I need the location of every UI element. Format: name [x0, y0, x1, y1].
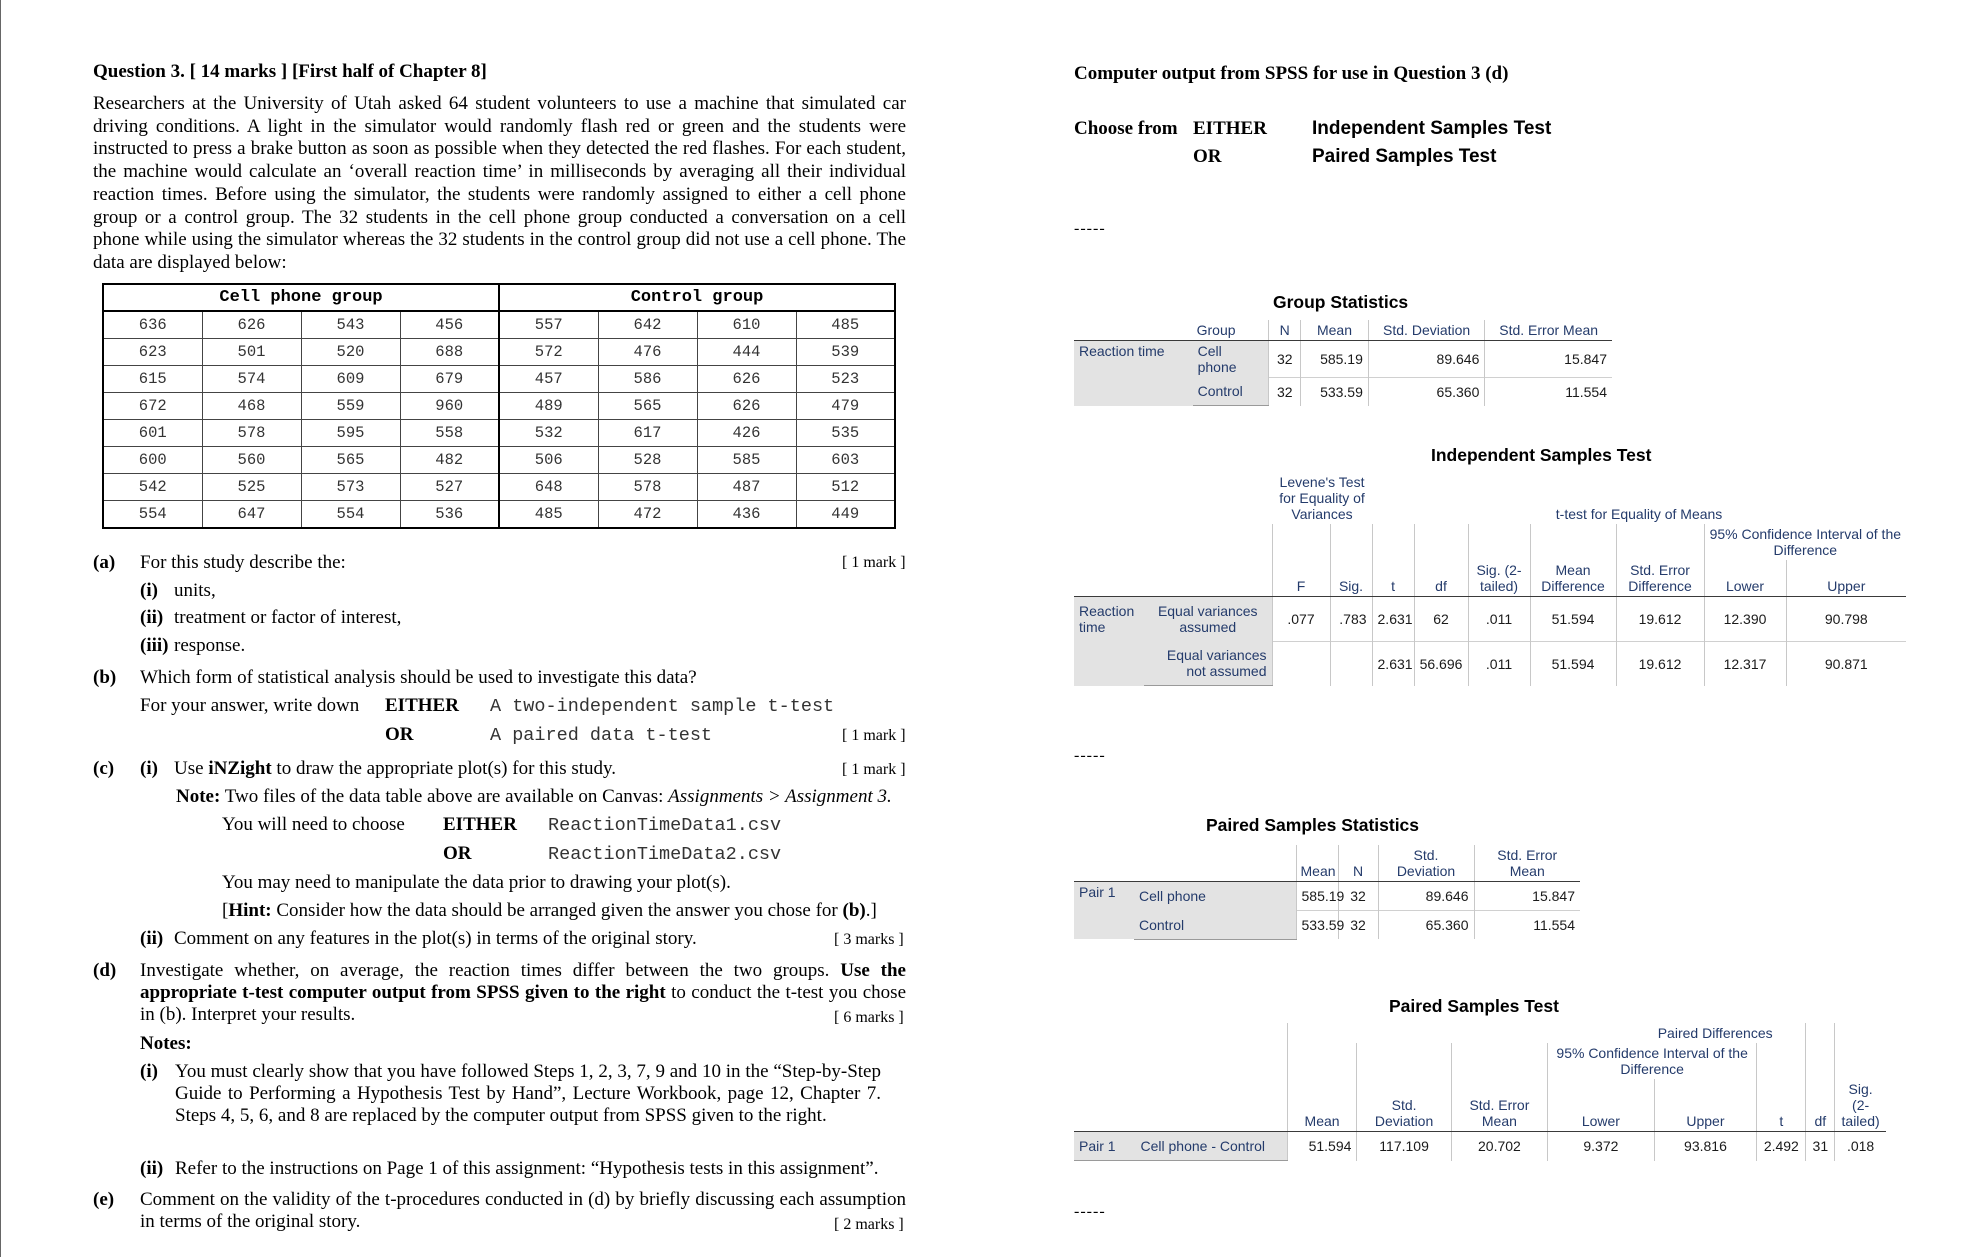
table-cell: 609: [301, 366, 400, 393]
ind-ci-header: 95% Confidence Interval of the Difference: [1704, 524, 1906, 560]
table-cell: 520: [301, 339, 400, 366]
table-cell: 573: [301, 474, 400, 501]
part-b-or: OR: [385, 724, 414, 745]
page-border: [0, 0, 1, 1257]
table-cell: 559: [301, 393, 400, 420]
table-cell: 456: [400, 311, 499, 339]
table-row: [103, 447, 895, 474]
ind-cell: 19.612: [1616, 641, 1704, 686]
ind-header: Std. Error Difference: [1616, 560, 1704, 597]
part-c-i-marks: [ 1 mark ]: [842, 761, 906, 778]
table-cell: 610: [697, 311, 796, 339]
paired-stats-title: Paired Samples Statistics: [1206, 815, 1420, 835]
part-c-i-text: Use iNZight to draw the appropriate plot(s) for this study.: [174, 758, 617, 779]
table-cell: 535: [796, 420, 895, 447]
table-cell: 525: [202, 474, 301, 501]
pt-header: Lower: [1548, 1079, 1655, 1132]
table-cell: 626: [697, 393, 796, 420]
paired-test-title: Paired Samples Test: [1389, 996, 1559, 1016]
pt-pair-label: Pair 1: [1074, 1132, 1136, 1161]
gs-row-group: Cell phone: [1193, 341, 1269, 378]
ind-cell: .011: [1468, 641, 1530, 686]
table-cell: 512: [796, 474, 895, 501]
table-cell: 444: [697, 339, 796, 366]
ps-cell: 65.360: [1378, 911, 1474, 940]
separator-1: -----: [1074, 220, 1106, 237]
part-e-text: Comment on the validity of the t-procedures conducted in (d) by briefly discussing each assumption in terms of the original story.: [140, 1189, 906, 1232]
table-cell: 565: [598, 393, 697, 420]
levene-header: Levene's Test for Equality of Variances: [1279, 474, 1365, 522]
table-cell: 536: [400, 501, 499, 529]
table-cell: 585: [697, 447, 796, 474]
ps-cell: 11.554: [1474, 911, 1580, 940]
gs-cell: 11.554: [1485, 377, 1612, 406]
pt-header: df: [1806, 1079, 1835, 1132]
ps-cell: 585.19: [1296, 882, 1338, 911]
table-cell: 528: [598, 447, 697, 474]
choose-option-independent: Independent Samples Test: [1312, 118, 1552, 139]
part-d-note1-text: You must clearly show that you have followed Steps 1, 2, 3, 7, 9 and 10 in the “Step-by-Step Guide to Performing a Hypothesis Test by Hand”, Lecture Workbook, page 12, Chapter 7. Steps 4, 5, 6, and 8 are replaced by the computer output from SPSS given to the right.: [175, 1061, 881, 1126]
table-cell: 527: [400, 474, 499, 501]
choose-option-paired: Paired Samples Test: [1312, 146, 1497, 167]
part-c-label: (c): [93, 758, 115, 779]
part-c-i-label: (i): [140, 758, 158, 779]
part-b-either: EITHER: [385, 695, 459, 716]
ind-variable-label: Reaction time: [1074, 597, 1144, 686]
ps-row-label: Control: [1134, 911, 1296, 940]
ps-header: Std. Error Mean: [1474, 845, 1580, 882]
ind-cell: [1330, 641, 1372, 686]
choose-from-label: Choose from: [1074, 118, 1178, 139]
table-row: [103, 311, 895, 339]
part-a-text: For this study describe the:: [140, 552, 346, 573]
table-cell: 482: [400, 447, 499, 474]
part-d-note2-label: (ii): [140, 1158, 164, 1179]
table-cell: 472: [598, 501, 697, 529]
part-b-label: (b): [93, 667, 117, 688]
table-cell: 506: [499, 447, 598, 474]
paired-test-table: [1074, 1023, 1886, 1161]
ind-cell: .077: [1272, 597, 1330, 642]
ps-cell: 32: [1338, 911, 1378, 940]
pt-header: Upper: [1654, 1079, 1757, 1132]
part-c-ii-text: Comment on any features in the plot(s) in terms of the original story.: [174, 928, 697, 949]
part-d-note1-label: (i): [140, 1061, 158, 1082]
part-c-either: EITHER: [443, 814, 517, 835]
table-cell: 485: [499, 501, 598, 529]
table-cell: 679: [400, 366, 499, 393]
table-row: [103, 474, 895, 501]
table-cell: 623: [103, 339, 202, 366]
pt-header: Sig. (2-tailed): [1835, 1079, 1886, 1132]
gs-cell: 65.360: [1368, 377, 1484, 406]
table-cell: 560: [202, 447, 301, 474]
ind-cell: 62: [1414, 597, 1468, 642]
part-a-label: (a): [93, 552, 116, 573]
question-intro: Researchers at the University of Utah asked 64 student volunteers to use a machine that simulated car driving conditions. A light in the simulator would randomly flash red or green and the students were instructed to press a brake button as soon as possible when they detected the red flashes. For each student, the machine would calculate an ‘overall reaction time’ in milliseconds by averaging all their individual reaction times. Before using the simulator, the students were randomly assigned to either a cell phone group or a control group. The 32 students in the cell phone group conducted a conversation on a cell phone while using the simulator whereas the 32 students in the control group did not use a cell phone. The data are displayed below:: [93, 93, 906, 273]
part-b-option2: A paired data t-test: [490, 725, 713, 746]
table-cell: 457: [499, 366, 598, 393]
table-cell: 586: [598, 366, 697, 393]
part-c-manipulate: You may need to manipulate the data prior to drawing your plot(s).: [222, 872, 731, 893]
ind-test-title: Independent Samples Test: [1431, 445, 1652, 465]
part-c-note: Note: Two files of the data table above are available on Canvas: Assignments > Assignment 3.: [176, 786, 892, 807]
table-row: [103, 339, 895, 366]
table-cell: 615: [103, 366, 202, 393]
table-cell: 636: [103, 311, 202, 339]
ind-cell: 51.594: [1530, 597, 1616, 642]
ind-header: Lower: [1704, 560, 1786, 597]
part-b-option1: A two-independent sample t-test: [490, 696, 835, 717]
part-a-iii-label: (iii): [140, 635, 169, 656]
gs-row-group: Control: [1193, 377, 1269, 406]
table-cell: 468: [202, 393, 301, 420]
ps-header: N: [1338, 845, 1378, 882]
pt-cell: 51.594: [1287, 1132, 1357, 1161]
ind-cell: 2.631: [1372, 641, 1414, 686]
table-cell: 539: [796, 339, 895, 366]
part-c-file2: ReactionTimeData2.csv: [548, 844, 782, 865]
ind-header: Mean Difference: [1530, 560, 1616, 597]
ps-header: Std. Deviation: [1378, 845, 1474, 882]
table-cell: 626: [202, 311, 301, 339]
part-a-marks: [ 1 mark ]: [842, 554, 906, 571]
ps-pair-label: Pair 1: [1074, 882, 1134, 940]
part-a-iii-text: response.: [174, 635, 246, 656]
pt-cell: 93.816: [1654, 1132, 1757, 1161]
part-c-ii-label: (ii): [140, 928, 164, 949]
table-cell: 523: [796, 366, 895, 393]
table-cell: 688: [400, 339, 499, 366]
ind-header: Sig.: [1330, 560, 1372, 597]
ind-cell: 56.696: [1414, 641, 1468, 686]
ps-cell: 32: [1338, 882, 1378, 911]
pt-header: Std. Deviation: [1357, 1079, 1451, 1132]
ind-row-label: Equal variances not assumed: [1144, 641, 1272, 686]
table-cell: 672: [103, 393, 202, 420]
table-cell: 449: [796, 501, 895, 529]
gs-header-sd: Std. Deviation: [1368, 320, 1484, 341]
ind-header: t: [1372, 560, 1414, 597]
ind-cell: 19.612: [1616, 597, 1704, 642]
table-cell: 436: [697, 501, 796, 529]
gs-cell: 585.19: [1301, 341, 1369, 378]
ps-header: Mean: [1296, 845, 1338, 882]
table-row: [103, 393, 895, 420]
ind-cell: 51.594: [1530, 641, 1616, 686]
part-a-i-label: (i): [140, 580, 158, 601]
part-d-marks: [ 6 marks ]: [834, 1009, 904, 1026]
table-cell: 476: [598, 339, 697, 366]
part-e-marks: [ 2 marks ]: [834, 1216, 904, 1233]
gs-header-group: Group: [1193, 320, 1269, 341]
ps-cell: 15.847: [1474, 882, 1580, 911]
table-cell: 554: [103, 501, 202, 529]
part-c-choose-text: You will need to choose: [222, 814, 405, 835]
table-cell: 572: [499, 339, 598, 366]
part-c-or: OR: [443, 843, 472, 864]
pt-ci-header: 95% Confidence Interval of the Difference: [1548, 1043, 1757, 1079]
gs-variable-label: Reaction time: [1074, 341, 1193, 406]
ind-cell: 90.871: [1786, 641, 1906, 686]
part-b-answer-intro: For your answer, write down: [140, 695, 360, 716]
separator-2: -----: [1074, 747, 1106, 764]
pt-cell: .018: [1835, 1132, 1886, 1161]
pt-cell: 2.492: [1757, 1132, 1806, 1161]
choose-or: OR: [1193, 146, 1222, 167]
table-cell: 485: [796, 311, 895, 339]
ps-cell: 89.646: [1378, 882, 1474, 911]
table-cell: 617: [598, 420, 697, 447]
pt-row-label: Cell phone - Control: [1136, 1132, 1288, 1161]
choose-either: EITHER: [1193, 118, 1267, 139]
table-cell: 626: [697, 366, 796, 393]
pt-paired-diff-header: Paired Differences: [1287, 1023, 1806, 1043]
table-cell: 603: [796, 447, 895, 474]
pt-cell: 31: [1806, 1132, 1835, 1161]
ind-cell: 90.798: [1786, 597, 1906, 642]
ind-cell: [1272, 641, 1330, 686]
table-cell: 578: [202, 420, 301, 447]
ind-row-label: Equal variances assumed: [1144, 597, 1272, 642]
part-c-file1: ReactionTimeData1.csv: [548, 815, 782, 836]
table-cell: 595: [301, 420, 400, 447]
ps-cell: 533.59: [1296, 911, 1338, 940]
table-cell: 487: [697, 474, 796, 501]
ind-cell: 12.317: [1704, 641, 1786, 686]
part-d-text: Investigate whether, on average, the reaction times differ between the two groups. Use the appropriate t-test computer output from SPSS given to the right to conduct the t-test you chose in (b). Interpret your results.: [140, 960, 906, 1025]
pt-header: t: [1757, 1079, 1806, 1132]
table-cell: 532: [499, 420, 598, 447]
control-group-header: Control group: [499, 284, 895, 311]
cell-phone-group-header: Cell phone group: [103, 284, 499, 311]
table-cell: 558: [400, 420, 499, 447]
part-a-ii-text: treatment or factor of interest,: [174, 607, 402, 628]
group-stats-title: Group Statistics: [1273, 292, 1409, 312]
table-cell: 601: [103, 420, 202, 447]
table-cell: 543: [301, 311, 400, 339]
table-row: [103, 366, 895, 393]
gs-cell: 89.646: [1368, 341, 1484, 378]
table-cell: 642: [598, 311, 697, 339]
spss-output-title: Computer output from SPSS for use in Question 3 (d): [1074, 63, 1509, 84]
part-a-ii-label: (ii): [140, 607, 164, 628]
pt-header: Mean: [1287, 1079, 1357, 1132]
table-row: [103, 420, 895, 447]
ind-header: Upper: [1786, 560, 1906, 597]
ps-row-label: Cell phone: [1134, 882, 1296, 911]
part-d-notes-label: Notes:: [140, 1033, 192, 1054]
part-d-label: (d): [93, 960, 117, 981]
table-cell: 557: [499, 311, 598, 339]
ind-cell: 2.631: [1372, 597, 1414, 642]
table-cell: 479: [796, 393, 895, 420]
pt-cell: 117.109: [1357, 1132, 1451, 1161]
gs-header-se: Std. Error Mean: [1485, 320, 1612, 341]
table-cell: 542: [103, 474, 202, 501]
gs-header-n: N: [1269, 320, 1301, 341]
pt-cell: 9.372: [1548, 1132, 1655, 1161]
question-title: Question 3. [ 14 marks ] [First half of Chapter 8]: [93, 61, 487, 82]
table-cell: 648: [499, 474, 598, 501]
gs-header-mean: Mean: [1301, 320, 1369, 341]
separator-3: -----: [1074, 1203, 1106, 1220]
table-cell: 578: [598, 474, 697, 501]
pt-header: Std. Error Mean: [1451, 1079, 1547, 1132]
gs-cell: 15.847: [1485, 341, 1612, 378]
table-cell: 574: [202, 366, 301, 393]
part-b-marks: [ 1 mark ]: [842, 727, 906, 744]
part-c-hint: [Hint: Consider how the data should be arranged given the answer you chose for (b).]: [222, 900, 877, 921]
table-row: [103, 501, 895, 529]
ind-cell: 12.390: [1704, 597, 1786, 642]
ind-header: Sig. (2-tailed): [1468, 560, 1530, 597]
pt-cell: 20.702: [1451, 1132, 1547, 1161]
reaction-time-data-table: [102, 283, 896, 529]
part-a-i-text: units,: [174, 580, 216, 601]
gs-cell: 32: [1269, 341, 1301, 378]
table-cell: 501: [202, 339, 301, 366]
part-d-note2-text: Refer to the instructions on Page 1 of this assignment: “Hypothesis tests in this assignment”.: [175, 1158, 879, 1179]
table-cell: 554: [301, 501, 400, 529]
gs-cell: 32: [1269, 377, 1301, 406]
table-cell: 960: [400, 393, 499, 420]
part-c-ii-marks: [ 3 marks ]: [834, 931, 904, 948]
table-cell: 600: [103, 447, 202, 474]
ind-test-table: [1074, 472, 1906, 686]
data-table-body: [103, 311, 895, 528]
ind-header: df: [1414, 560, 1468, 597]
table-cell: 426: [697, 420, 796, 447]
table-cell: 489: [499, 393, 598, 420]
group-stats-table: [1074, 320, 1612, 406]
part-b-text: Which form of statistical analysis should be used to investigate this data?: [140, 667, 697, 688]
ind-header: F: [1272, 560, 1330, 597]
paired-stats-table: [1074, 845, 1580, 940]
gs-cell: 533.59: [1301, 377, 1369, 406]
table-cell: 565: [301, 447, 400, 474]
table-cell: 647: [202, 501, 301, 529]
ind-cell: .783: [1330, 597, 1372, 642]
ind-cell: .011: [1468, 597, 1530, 642]
ttest-header: t-test for Equality of Means: [1555, 506, 1723, 522]
part-e-label: (e): [93, 1189, 115, 1210]
